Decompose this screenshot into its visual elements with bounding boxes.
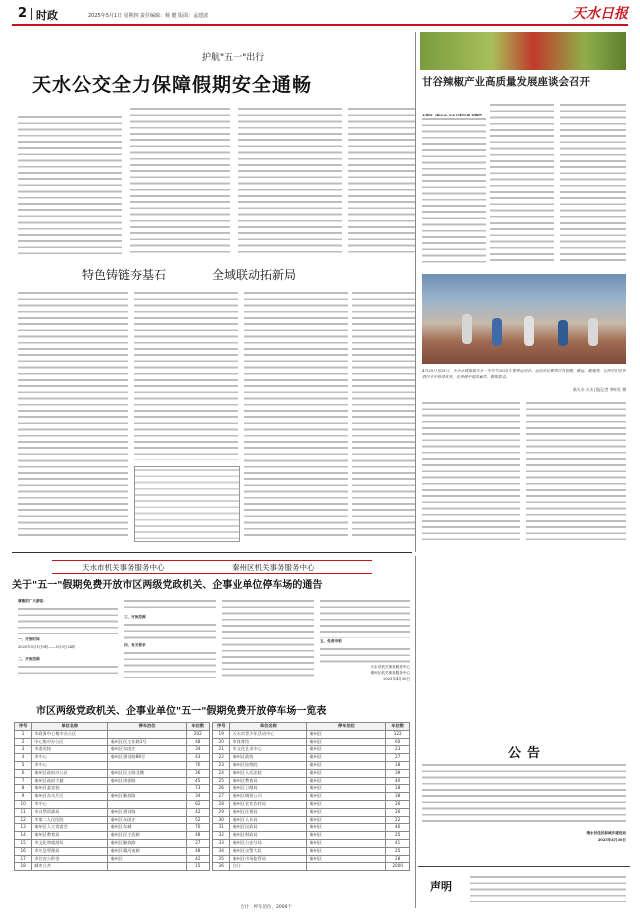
notice-salutation: 尊敬的广大游客： [18, 599, 47, 603]
table-cell: 秦州区 [307, 754, 386, 762]
table-cell: 35 [213, 855, 230, 863]
sports-photo [422, 274, 626, 364]
notice-section-2: 二、开放范围 [18, 657, 40, 661]
announcement-date: 2025年4月30日 [597, 838, 626, 842]
table-cell: 市应急管理局 [32, 847, 108, 855]
table-cell: 秦州区 [307, 832, 386, 840]
column-divider [415, 32, 416, 552]
main-col-1 [18, 114, 122, 254]
statement-body [470, 874, 626, 902]
table-cell: 13 [15, 824, 32, 832]
table-cell: 38 [386, 793, 410, 801]
table-row [15, 738, 210, 746]
photo-caption: 4月29日至29日，天水市就第届天水一中学年2025年春季运动会。运动会比赛项目有短跑、跳远、跳绳等，让同学们在挥洒汗水中获得欢笑，在拼搏中提高素质、锻炼意志。 [422, 368, 626, 379]
notice-col-2-tail [124, 650, 216, 678]
table-cell: 秦州区东团庄 [108, 746, 186, 754]
table-cell: 2 [15, 738, 32, 746]
table-cell: 秦州区人民法院 [230, 769, 307, 777]
table-cell: 秦州区建设路88号 [108, 754, 186, 762]
table-cell: 秦州区城投公司 [230, 793, 307, 801]
photo-credit: 新天水·天水日报记者 李旺旺 摄 [573, 387, 626, 392]
table-cell: 27 [186, 839, 209, 847]
table-cell: 34 [213, 847, 230, 855]
notice-section-5: 五、免责申明 [320, 639, 342, 643]
table-cell: 秦州区解放路 [108, 793, 186, 801]
table-cell: 市政务中心集中办公区 [32, 730, 108, 738]
table-cell: 秦州区人大常委会 [32, 824, 108, 832]
parking-table-right [212, 722, 410, 871]
banner-right: 秦州区机关事务服务中心 [232, 563, 315, 572]
table-row [15, 800, 210, 808]
table-cell: 18 [386, 761, 410, 769]
main-col-2 [130, 106, 230, 256]
statement-rule [418, 866, 630, 867]
table-cell: 1 [15, 730, 32, 738]
table-cell: 6 [15, 769, 32, 777]
table-cell: 4 [15, 754, 32, 762]
table-cell: 市委党校 [32, 746, 108, 754]
table-cell: 秦州区 [108, 855, 186, 863]
table-row [15, 761, 210, 769]
table-cell: 秦州区市场监管局 [230, 855, 307, 863]
notice-signature-1: 天水市机关事务服务中心 [370, 665, 410, 669]
page-number: 2 [18, 6, 28, 21]
table-cell: 60 [386, 738, 410, 746]
table-cell: 40 [386, 777, 410, 785]
main-col-5 [18, 290, 128, 540]
runner-figure [588, 318, 598, 346]
table-header: 单位名称 [230, 723, 307, 731]
table-cell: 秦州区住建局 [230, 808, 307, 816]
table-cell: 秦州区南郭路 [108, 777, 186, 785]
announcement-signature: 清水县佳民和城乡建设局 [586, 831, 626, 835]
table-cell: 市体育馆 [230, 738, 307, 746]
table-cell: 62 [186, 800, 209, 808]
table-cell: 秦州区 [307, 793, 386, 801]
runner-figure [524, 316, 534, 346]
table-header: 停车泊位 [307, 723, 386, 731]
table-cell: 秦州区 [307, 746, 386, 754]
table-cell: 秦州区 [307, 730, 386, 738]
table-row [15, 746, 210, 754]
table-cell: 秦州区 [307, 761, 386, 769]
table-cell: 秦州区 [307, 800, 386, 808]
table-cell: 52 [186, 816, 209, 824]
table-cell: 秦州区东城 [108, 824, 186, 832]
notice-col-2-mid [124, 622, 216, 640]
runner-figure [558, 320, 568, 346]
table-row [213, 800, 410, 808]
table-cell: 秦州区政协 [230, 754, 307, 762]
table-row [213, 808, 410, 816]
table-cell [108, 761, 186, 769]
table-row [15, 754, 210, 762]
table-cell: 25 [386, 832, 410, 840]
table-row [213, 855, 410, 863]
runner-figure [492, 318, 502, 346]
pepper-article [418, 30, 630, 550]
table-cell: 48 [186, 847, 209, 855]
table-row [213, 839, 410, 847]
table-note: 合计：停车泊位，2000个 [240, 905, 292, 910]
table-cell: 2000 [386, 863, 410, 871]
table-row [213, 785, 410, 793]
table-cell: 秦州区农业农村局 [230, 800, 307, 808]
table-cell: 202 [186, 730, 209, 738]
table-cell: 市文化艺术中心 [230, 746, 307, 754]
table-cell: 秦州区教育局 [32, 832, 108, 840]
table-cell: 33 [213, 839, 230, 847]
table-cell: 秦州区委党校 [32, 785, 108, 793]
table-cell: 市中心 [32, 761, 108, 769]
runner-figure [462, 314, 472, 344]
table-cell: 市第二人民医院 [32, 816, 108, 824]
statement-title: 声明 [430, 880, 452, 893]
notice-signature-date: 2025年4月30日 [383, 677, 410, 681]
table-cell: 27 [386, 754, 410, 762]
article-headline: 天水公交全力保障假期安全通畅 [32, 74, 313, 96]
pepper-col-4 [422, 400, 520, 540]
table-cell: 秦州区建设路 [108, 808, 186, 816]
masthead-divider [31, 8, 32, 20]
table-cell: 48 [186, 738, 209, 746]
announcement-title: 公告 [508, 746, 547, 761]
table-row [213, 769, 410, 777]
main-article [12, 30, 412, 550]
main-col-7 [244, 290, 348, 540]
table-cell [108, 863, 186, 871]
table-row [213, 824, 410, 832]
main-col-6 [134, 290, 238, 460]
article-kicker: 护航"五一"出行 [202, 53, 265, 63]
table-cell: 7 [15, 777, 32, 785]
pepper-col-5 [526, 400, 626, 540]
notice-section-1: 一、开放时间 [18, 637, 40, 641]
table-row [15, 855, 210, 863]
notice-top-rule [12, 552, 412, 553]
table-row [15, 730, 210, 738]
table-cell: 秦州区 [307, 808, 386, 816]
table-cell: 39 [386, 769, 410, 777]
table-cell: 秦州区公安分局 [230, 839, 307, 847]
table-cell: 天水市青少年活动中心 [230, 730, 307, 738]
table-row [213, 832, 410, 840]
table-cell [108, 800, 186, 808]
highlight-box [134, 466, 240, 542]
table-row [15, 824, 210, 832]
table-cell: 18 [15, 863, 32, 871]
table-cell: 122 [386, 730, 410, 738]
notice-col-4-tail [320, 646, 410, 664]
table-cell: 28 [213, 800, 230, 808]
table-cell: 73 [186, 785, 209, 793]
table-cell: 42 [186, 855, 209, 863]
table-cell: 市自然资源局 [32, 808, 108, 816]
notice-signature-2: 秦州区机关事务服务中心 [370, 671, 410, 675]
table-cell: 34 [186, 793, 209, 801]
table-header: 车位数 [386, 723, 410, 731]
table-header: 序号 [213, 723, 230, 731]
table-cell: 秦州区 [307, 839, 386, 847]
pepper-photo-top [420, 32, 626, 70]
table-cell: 秦州区 [307, 824, 386, 832]
table-cell: 31 [213, 824, 230, 832]
table-cell: 26 [386, 800, 410, 808]
main-col-4 [348, 106, 416, 256]
table-cell: 秦州区财政局 [230, 832, 307, 840]
pepper-headline: 甘谷辣椒产业高质量发展座谈会召开 [422, 76, 590, 88]
main-col-8 [352, 290, 416, 540]
table-cell: 3 [15, 746, 32, 754]
table-cell: 秦州区人社局 [230, 816, 307, 824]
table-cell: 19 [213, 730, 230, 738]
table-cell: 中心集中办公区 [32, 738, 108, 746]
table-row [15, 832, 210, 840]
table-cell: 14 [15, 832, 32, 840]
table-cell: 秦州区藉河南路 [108, 847, 186, 855]
table-row [15, 785, 210, 793]
notice-col-3-body [222, 598, 314, 678]
table-cell: 45 [186, 777, 209, 785]
notice-date-range: 2025年5月1日0时——5月5日24时 [18, 645, 76, 649]
banner-left: 天水市机关事务服务中心 [82, 563, 165, 572]
table-cell: 秦州区教育局 [230, 777, 307, 785]
table-header: 车位数 [186, 723, 209, 731]
table-cell: 32 [213, 832, 230, 840]
table-cell: 10 [15, 800, 32, 808]
table-cell: 11 [15, 808, 32, 816]
table-cell: 36 [213, 863, 230, 871]
parking-notice [12, 552, 412, 732]
table-cell: 秦州区 [307, 855, 386, 863]
pepper-col-2 [490, 102, 554, 264]
parking-table-title: 市区两级党政机关、企事业单位"五一"假期免费开放停车场一览表 [36, 706, 327, 717]
main-col-3 [238, 106, 342, 256]
table-cell: 43 [186, 754, 209, 762]
table-cell: 21 [213, 746, 230, 754]
table-cell: 22 [386, 816, 410, 824]
table-cell: 23 [386, 746, 410, 754]
table-row [213, 730, 410, 738]
notice-section-4: 四、有关要求 [124, 643, 146, 647]
parking-table-left [14, 722, 210, 871]
table-cell: 市中心 [32, 800, 108, 808]
table-cell: 秦州区东关片区 [32, 793, 108, 801]
table-cell: 秦州区政府办公区 [32, 769, 108, 777]
table-cell: 合计 [230, 863, 307, 871]
table-cell: 秦州区 [307, 769, 386, 777]
table-cell: 12 [15, 816, 32, 824]
newspaper-logo: 天水日报 [572, 6, 628, 22]
table-cell: 17 [15, 855, 32, 863]
table-cell: 秦州区 [307, 847, 386, 855]
notice-banner [52, 560, 372, 574]
table-cell: 秦州区 [307, 738, 386, 746]
announcement [418, 742, 630, 862]
date-line: 2025年5月1日 星期四 [88, 13, 139, 19]
table-cell: 48 [186, 832, 209, 840]
table-row [15, 847, 210, 855]
notice-col-1-tail [18, 664, 118, 678]
table-cell: 秦州区东团庄 [108, 816, 186, 824]
table-row [213, 777, 410, 785]
table-cell: 秦州区民主路北侧 [108, 769, 186, 777]
table-cell: 市文化和旅游局 [32, 839, 108, 847]
table-cell: 秦州区民主西路 [108, 832, 186, 840]
masthead [0, 0, 640, 30]
table-cell: 20 [213, 738, 230, 746]
table-row [213, 754, 410, 762]
table-cell: 46 [386, 824, 410, 832]
table-cell [108, 730, 186, 738]
notice-section-3: 三、开放范围 [124, 615, 146, 619]
table-header: 单位名称 [32, 723, 108, 731]
table-cell: 秦州区民政局 [230, 824, 307, 832]
table-row [213, 847, 410, 855]
table-row [15, 793, 210, 801]
table-row [213, 863, 410, 871]
table-cell: 18 [386, 785, 410, 793]
table-row [213, 738, 410, 746]
table-cell: 秦州区 [307, 777, 386, 785]
notice-col-4-body [320, 598, 410, 638]
announcement-body [422, 762, 626, 826]
editor-line: 责任编辑：杨 健 版面：孟建波 [140, 13, 209, 19]
pepper-col-3 [560, 102, 626, 264]
table-row [213, 816, 410, 824]
table-cell: 秦州区解放路 [108, 839, 186, 847]
table-row [15, 808, 210, 816]
table-cell: 34 [186, 746, 209, 754]
table-cell [307, 863, 386, 871]
notice-headline: 关于"五一"假期免费开放市区两级党政机关、企事业单位停车场的通告 [12, 580, 323, 591]
table-cell: 秦州区民主东路1号 [108, 738, 186, 746]
bottom-divider [415, 556, 416, 908]
subhead-1: 特色铸链夯基石 [82, 268, 167, 282]
table-cell: 8 [15, 785, 32, 793]
table-cell [108, 785, 186, 793]
table-cell: 76 [186, 761, 209, 769]
table-cell: 秦州区 [307, 785, 386, 793]
table-cell: 市中心 [32, 754, 108, 762]
table-header: 序号 [15, 723, 32, 731]
table-cell: 秦州区 [307, 816, 386, 824]
table-row [213, 793, 410, 801]
table-cell: 42 [186, 808, 209, 816]
table-cell: 27 [213, 793, 230, 801]
table-cell: 秦州区政府大楼 [32, 777, 108, 785]
masthead-rule [12, 24, 628, 26]
table-cell: 市住房公积金 [32, 855, 108, 863]
table-row [213, 746, 410, 754]
table-row [15, 863, 210, 871]
notice-col-1-body [18, 606, 118, 634]
table-cell: 16 [15, 847, 32, 855]
table-cell: 15 [186, 863, 209, 871]
table-cell: 秦州区交警大队 [230, 847, 307, 855]
table-cell: 29 [213, 808, 230, 816]
table-cell: 23 [213, 761, 230, 769]
table-cell: 25 [386, 847, 410, 855]
table-row [15, 777, 210, 785]
table-cell: 26 [213, 785, 230, 793]
table-row [15, 816, 210, 824]
section-title: 时政 [36, 9, 58, 22]
table-cell: 36 [186, 769, 209, 777]
table-cell: 城市公共 [32, 863, 108, 871]
table-cell: 秦州区检察院 [230, 761, 307, 769]
subhead-2: 全域联动拓新局 [212, 268, 297, 282]
table-cell: 41 [386, 839, 410, 847]
table-cell: 秦州区卫健局 [230, 785, 307, 793]
table-cell: 26 [386, 808, 410, 816]
statement [418, 870, 630, 910]
table-cell: 24 [213, 769, 230, 777]
table-cell: 28 [386, 855, 410, 863]
table-cell: 25 [213, 777, 230, 785]
table-cell: 22 [213, 754, 230, 762]
table-cell: 15 [15, 839, 32, 847]
table-cell: 30 [213, 816, 230, 824]
table-cell: 5 [15, 761, 32, 769]
table-row [15, 839, 210, 847]
table-cell: 70 [186, 824, 209, 832]
table-row [213, 761, 410, 769]
table-cell: 9 [15, 793, 32, 801]
table-header: 停车泊位 [108, 723, 186, 731]
pepper-col-1 [422, 116, 486, 264]
notice-col-2-body [124, 598, 216, 612]
table-row [15, 769, 210, 777]
